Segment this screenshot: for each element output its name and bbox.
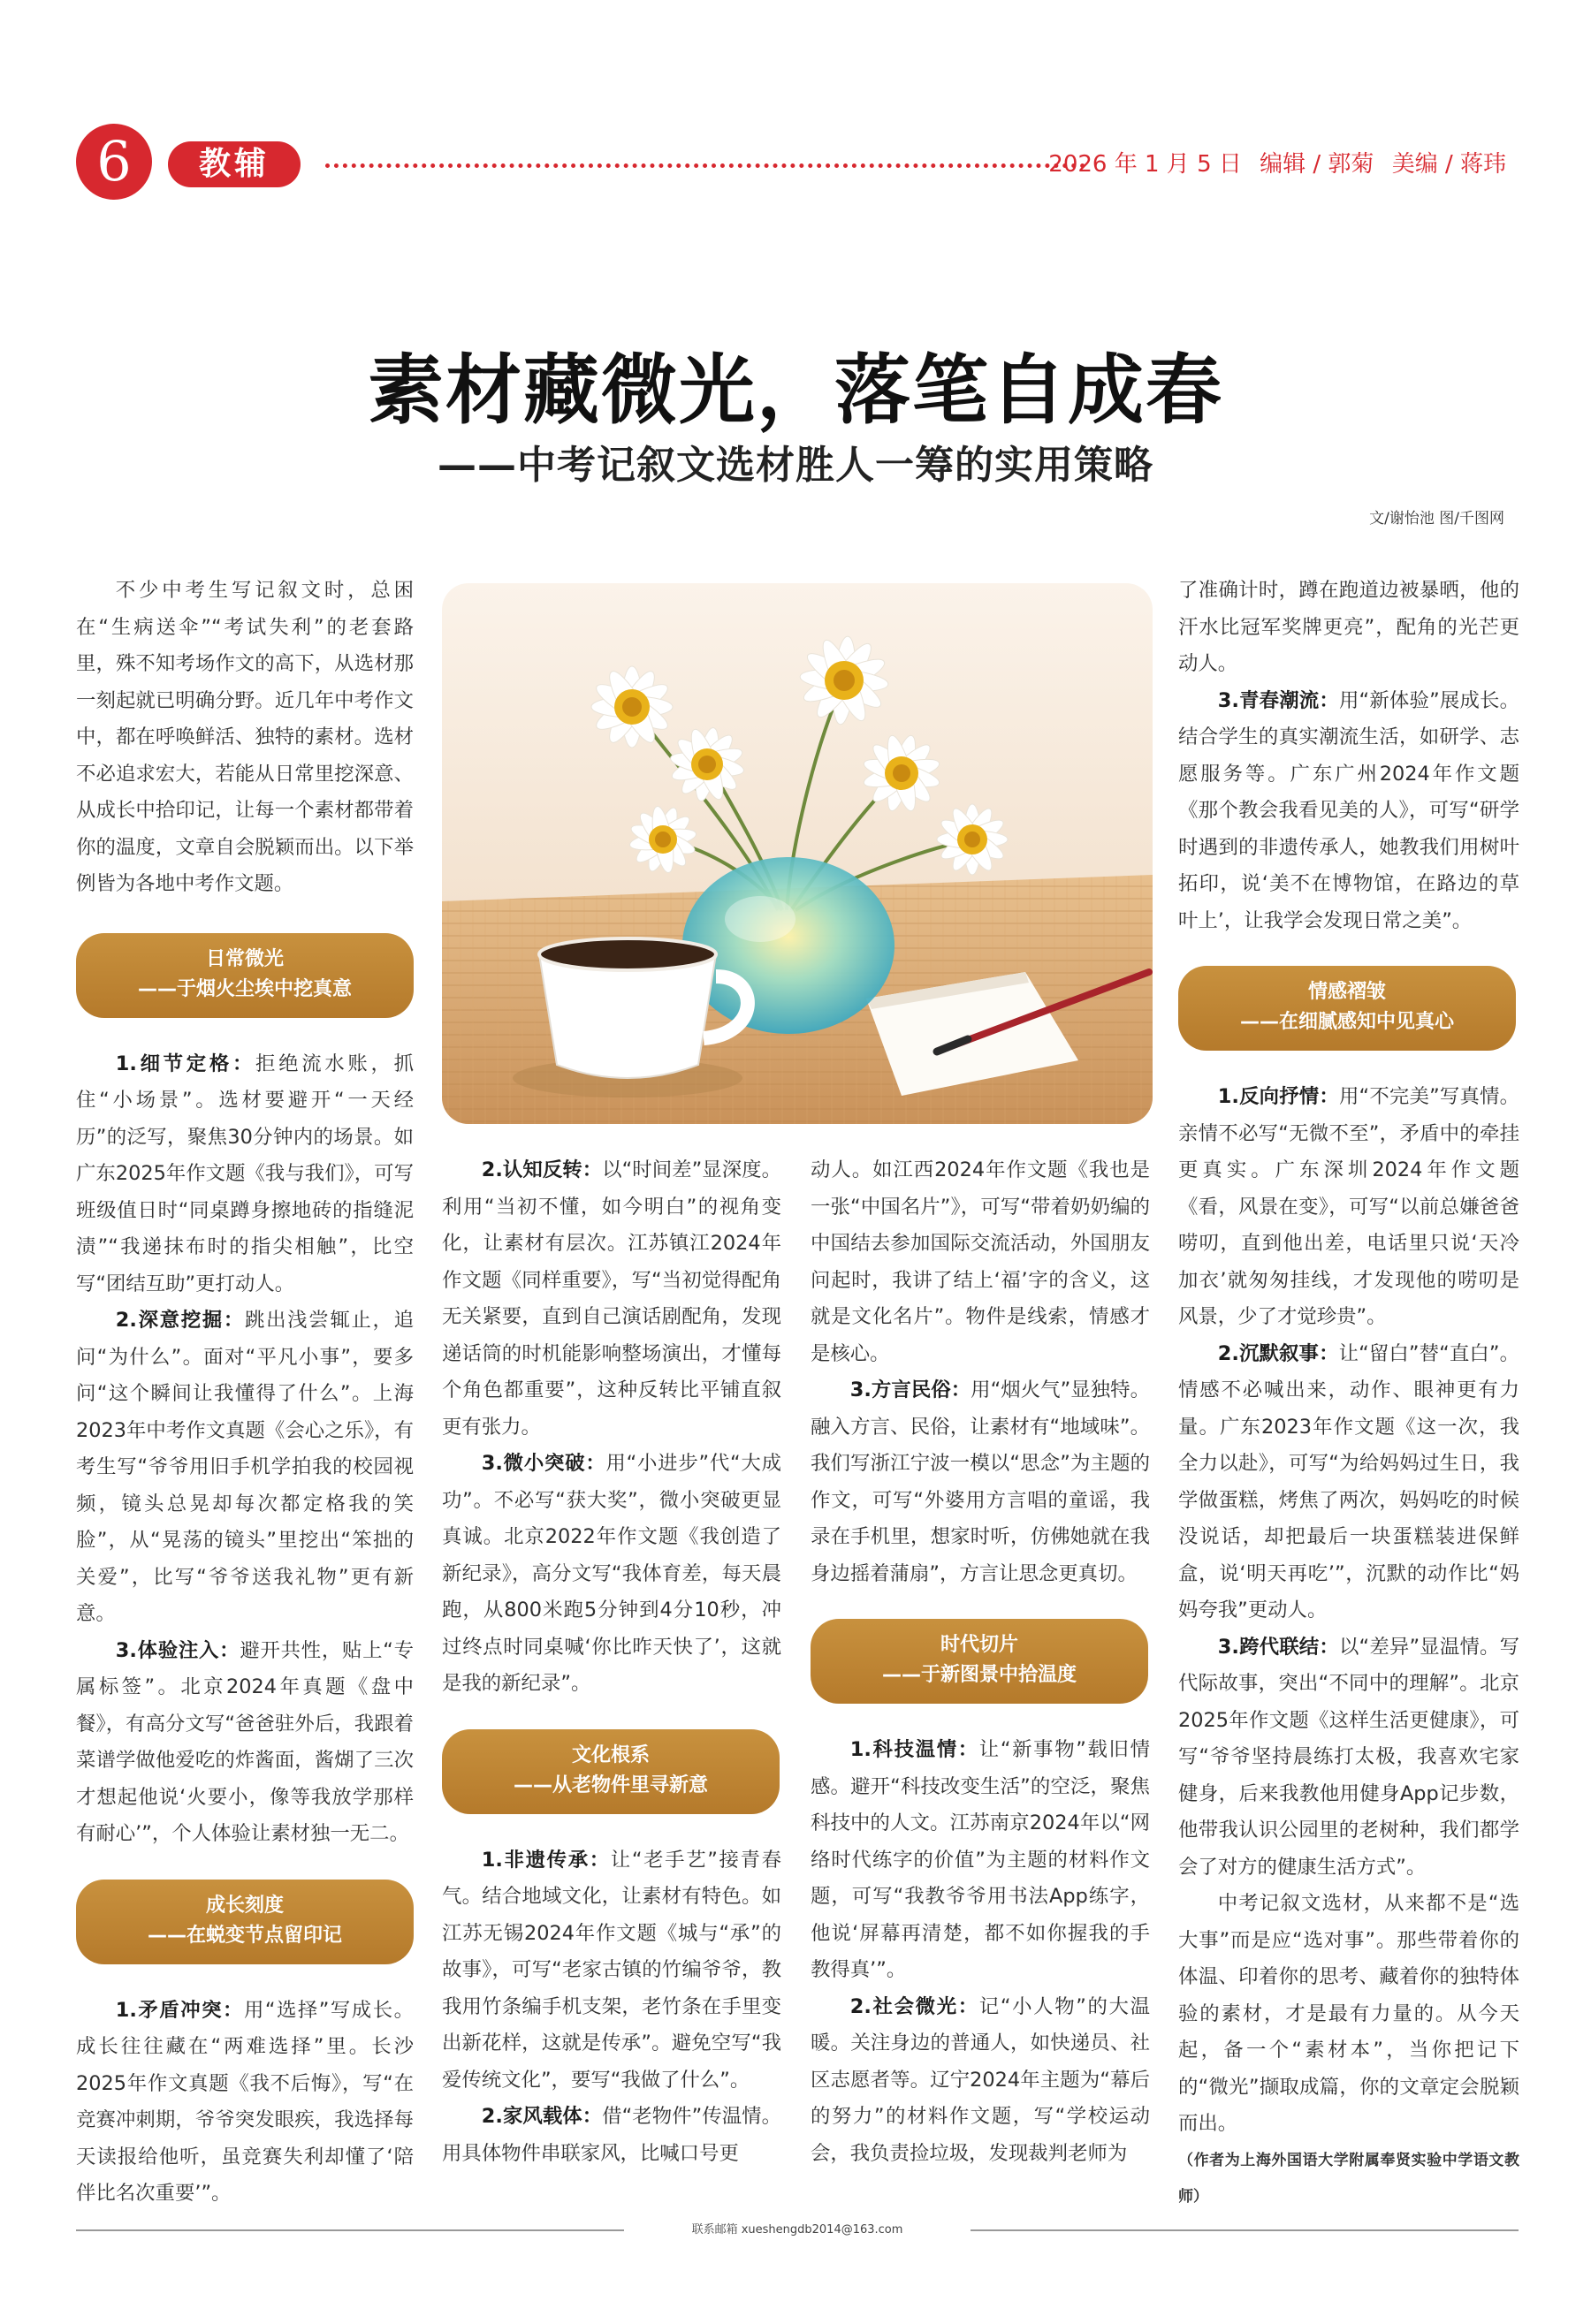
article-photo (442, 583, 1153, 1124)
contact-email: 联系邮箱 xueshengdb2014@163.com (683, 2220, 912, 2241)
paragraph-lead: 2.沉默叙事： (1217, 1341, 1339, 1365)
section-heading-culture (442, 1729, 780, 1814)
paragraph-lead: 1.非遗传承： (481, 1848, 611, 1872)
header-dotted-divider (325, 163, 1085, 168)
article-title: 素材藏微光，落笔自成春 (368, 346, 1223, 435)
section-heading-main: 文化根系 (571, 1743, 650, 1766)
body-paragraph: 3.微小突破：用“小进步”代“大成功”。不必写“获大奖”，微小突破更显真诚。北京2022年作文题《我创造了新纪录》，高分文写“我体育差，每天晨跑，从800米跑5分钟到4分10秒，冲过终点时同桌喊‘你比昨天快了’，这就是我的新纪录”。 (442, 1452, 781, 1695)
body-paragraph: 3.青春潮流：用“新体验”展成长。结合学生的真实潮流生活，如研学、志愿服务等。广东广州2024年作文题《那个教会我看见美的人》，可写“研学时遇到的非遗传承人，她教我们用树叶拓印，说‘美不在博物馆，在路边的草叶上’，让我学会发现日常之美”。 (1178, 688, 1519, 932)
column-3 (811, 1152, 1150, 2172)
section-tab: 教辅 (168, 141, 301, 187)
paragraph-lead: 2.深意挖掘： (115, 1309, 246, 1332)
body-paragraph: 1.矛盾冲突：用“选择”写成长。成长往往藏在“两难选择”里。长沙2025年作文真题《我不后悔》，写“在竞赛冲刺期，爷爷突发眼疾，我选择每天读报给他听，虽竞赛失利却懂了‘陪伴比名次重要’”。 (76, 1998, 414, 2205)
header-info (1038, 148, 1506, 180)
paragraph-lead: 3.跨代联结： (1217, 1635, 1339, 1659)
body-paragraph: 2.社会微光：记“小人物”的大温暖。关注身边的普通人，如快递员、社区志愿者等。辽宁2024年主题为“幕后的努力”的材料作文题，写“学校运动会，我负责捡垃圾，发现裁判老师为 (811, 1994, 1150, 2165)
body-paragraph: 动人。如江西2024年作文题《我也是一张“中国名片”》，可写“带着奶奶编的中国结去参加国际交流活动，外国朋友问起时，我讲了结上‘福’字的含义，这就是文化名片”。物件是线索，情感才是核心。 (811, 1158, 1150, 1365)
section-heading-main: 情感褶皱 (1307, 981, 1386, 1003)
column-4 (1178, 573, 1519, 2216)
page-footer (76, 2220, 1519, 2241)
issue-date: 2026 年 1 月 5 日 (1048, 151, 1242, 178)
paragraph-lead: 2.认知反转： (481, 1158, 603, 1181)
designer-credit: 美编 / 蒋玮 (1391, 151, 1506, 178)
footer-rule-right (971, 2229, 1519, 2231)
intro-paragraph: 不少中考生写记叙文时，总困在“生病送伞”“考试失利”的老套路里，殊不知考场作文的高下，从选材那一刻起就已明确分野。近几年中考作文中，都在呼唤鲜活、独特的素材。选材不必追求宏大，若能从日常里挖深意、从成长中拾印记，让每一个素材都带着你的温度，文章自会脱颖而出。以下举例皆为各地中考作文题。 (76, 579, 414, 895)
paragraph-lead: 1.科技温情： (849, 1738, 979, 1761)
article-byline: 文/谢怡池 图/千图网 (1369, 510, 1504, 528)
paragraph-lead: 3.体验注入： (115, 1638, 240, 1662)
section-heading-growth (76, 1880, 414, 1964)
body-paragraph: 1.细节定格：拒绝流水账，抓住“小场景”。选材要避开“一天经历”的泛写，聚焦30分钟内的场景。如广东2025年作文题《我与我们》，可写班级值日时“同桌蹲身擦地砖的指缝泥渍”“我递抹布时的指尖相触”，比空写“团结互助”更打动人。 (76, 1052, 414, 1295)
page-number-badge: 6 (76, 124, 152, 200)
section-heading-sub: ——在蜕变节点留印记 (147, 1924, 342, 1947)
body-paragraph: 2.深意挖掘：跳出浅尝辄止，追问“为什么”。面对“平凡小事”，要多问“这个瞬间让我懂得了什么”。上海2023年中考作文真题《会心之乐》，有考生写“爷爷用旧手机学拍我的校园视频，镜头总晃却每次都定格我的笑脸”，从“晃荡的镜头”里挖出“笨拙的关爱”，比写“爷爷送我礼物”更有新意。 (76, 1309, 415, 1625)
article-subtitle: ——中考记叙文选材胜人一筹的实用策略 (438, 443, 1153, 488)
body-paragraph: 3.方言民俗：用“烟火气”显独特。融入方言、民俗，让素材有“地域味”。我们写浙江宁波一模以“思念”为主题的作文，可写“外婆用方言唱的童谣，我录在手机里，想家时听，仿佛她就在我身边摇着蒲扇”，方言让思念更真切。 (811, 1378, 1150, 1585)
section-heading-daily (76, 933, 414, 1018)
section-heading-main: 日常微光 (205, 947, 284, 970)
body-paragraph: 3.体验注入：避开共性，贴上“专属标签”。北京2024年真题《盘中餐》，有高分文写“爸爸驻外后，我跟着菜谱学做他爱吃的炸酱面，酱煳了三次才想起他说‘火要小，像等我放学那样有耐心’”，个人体验让素材独一无二。 (76, 1638, 414, 1845)
section-heading-sub: ——于新图景中拾温度 (881, 1664, 1077, 1686)
body-paragraph: 了准确计时，蹲在跑道边被暴晒，他的汗水比冠军奖牌更亮”，配角的光芒更动人。 (1178, 579, 1519, 675)
body-paragraph: 1.反向抒情：用“不完美”写真情。亲情不必写“无微不至”，矛盾中的牵挂更真实。广东深圳2024年作文题《看，风景在变》，可写“以前总嫌爸爸唠叨，直到他出差，电话里只说‘天冷加衣’就匆匆挂线，才发现他的唠叨是风景，少了才觉珍贵”。 (1178, 1085, 1519, 1328)
paragraph-lead: 1.细节定格： (115, 1052, 256, 1075)
column-1 (76, 573, 414, 2213)
section-heading-sub: ——于烟火尘埃中挖真意 (137, 977, 352, 1000)
paragraph-lead: 1.矛盾冲突： (115, 1998, 244, 2022)
paragraph-lead: 3.微小突破： (481, 1452, 606, 1475)
section-heading-emotion (1178, 966, 1516, 1051)
column-2 (442, 1152, 781, 2172)
section-heading-sub: ——从老物件里寻新意 (513, 1773, 708, 1796)
closing-paragraph: 中考记叙文选材，从来都不是“选大事”而是应“选对事”。那些带着你的体温、印着你的思考、藏着你的独特体验的素材，才是最有力量的。从今天起，备一个“素材本”，当你把记下的“微光”撷取成篇，你的文章定会脱颖而出。 (1178, 1892, 1519, 2135)
paragraph-lead: 1.反向抒情： (1217, 1085, 1339, 1108)
section-heading-main: 时代切片 (940, 1634, 1018, 1656)
footer-rule-left (76, 2229, 624, 2231)
editor-credit: 编辑 / 郭菊 (1260, 151, 1374, 178)
paragraph-lead: 3.方言民俗： (849, 1378, 971, 1401)
section-heading-sub: ——在细腻感知中见真心 (1239, 1011, 1454, 1033)
section-heading-main: 成长刻度 (205, 1894, 284, 1917)
body-paragraph: 2.沉默叙事：让“留白”替“直白”。情感不必喊出来，动作、眼神更有力量。广东2023年作文题《这一次，我全力以赴》，可写“为给妈妈过生日，我学做蛋糕，烤焦了两次，妈妈吃的时候没说话，却把最后一块蛋糕装进保鲜盒，说‘明天再吃’”，沉默的动作比“妈妈夸我”更动人。 (1178, 1341, 1519, 1621)
body-paragraph: 2.家风载体：借“老物件”传温情。用具体物件串联家风，比喊口号更 (442, 2105, 781, 2165)
body-paragraph: 1.非遗传承：让“老手艺”接青春气。结合地域文化，让素材有特色。如江苏无锡2024年作文题《城与“承”的故事》，可写“老家古镇的竹编爷爷，教我用竹条编手机支架，老竹条在手里变出新花样，这就是传承”。避免空写“我爱传统文化”，要写“我做了什么”。 (442, 1848, 781, 2092)
body-paragraph: 1.科技温情：让“新事物”载旧情感。避开“科技改变生活”的空泛，聚焦科技中的人文。江苏南京2024年以“网络时代练字的价值”为主题的材料作文题，可写“我教爷爷用书法App练字，他说‘屏幕再清楚，都不如你握我的手教得真’”。 (811, 1738, 1150, 1981)
section-heading-era (811, 1619, 1148, 1704)
author-note: （作者为上海外国语大学附属奉贤实验中学语文教师） (1178, 2151, 1519, 2206)
body-paragraph: 3.跨代联结：以“差异”显温情。写代际故事，突出“不同中的理解”。北京2025年作文题《这样生活更健康》，可写“爷爷坚持晨练打太极，我喜欢宅家健身，后来我教他用健身App记步数，他带我认识公园里的老树种，我们都学会了对方的健康生活方式”。 (1178, 1635, 1519, 1879)
paragraph-lead: 2.家风载体： (481, 2105, 603, 2128)
paragraph-lead: 3.青春潮流： (1217, 688, 1339, 712)
body-paragraph: 2.认知反转：以“时间差”显深度。利用“当初不懂，如今明白”的视角变化，让素材有层次。江苏镇江2024年作文题《同样重要》，写“当初觉得配角无关紧要，直到自己演话剧配角，发现递话筒的时机能影响整场演出，才懂每个角色都重要”，这种反转比平铺直叙更有张力。 (442, 1158, 781, 1439)
paragraph-lead: 2.社会微光： (849, 1994, 979, 2018)
